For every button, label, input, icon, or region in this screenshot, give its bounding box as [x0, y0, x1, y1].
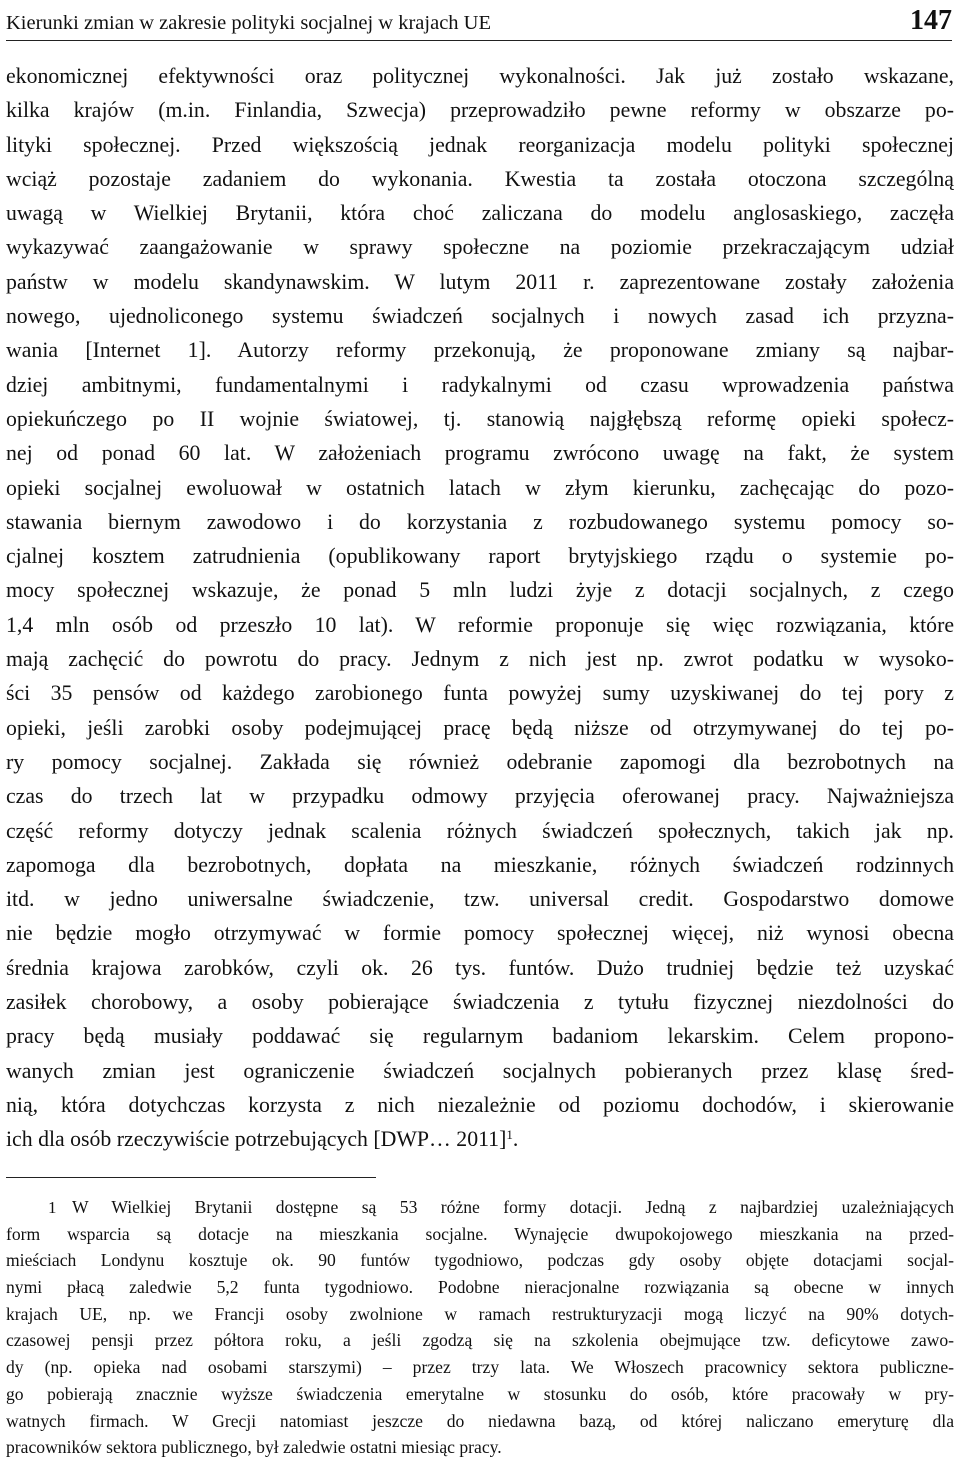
footnote-line: krajach UE, np. we Francji osoby zwolnione w ramach restrukturyzacji mogą liczyć na 90% dotych-	[6, 1303, 954, 1324]
footnote-line: czasowej pensji przez półtora roku, a jeśli zgodzą się na szkolenia obejmujące tzw. deficytowe zawo-	[6, 1330, 954, 1351]
body-line: opieki socjalnej ewoluował w ostatnich latach w złym kierunku, zachęcając do pozo-	[6, 475, 954, 500]
footnote-line: go pobierają znacznie wyższe świadczenia emerytalne w stosunku do osób, które pracowały w pry-	[6, 1383, 954, 1404]
body-line: zasiłek chorobowy, a osoby pobierające świadczenia z tytułu fizycznej niezdolności do	[6, 990, 954, 1015]
body-line: 1,4 mln osób od przeszło 10 lat). W reformie proponuje się więc rozwiązania, które	[6, 612, 954, 637]
body-line: dziej ambitnymi, fundamentalnymi i radykalnymi od czasu wprowadzenia państwa	[6, 372, 954, 397]
body-line: uwagą w Wielkiej Brytanii, która choć zaliczana do modelu anglosaskiego, zaczęła	[6, 201, 954, 226]
body-line: mają zachęcić do powrotu do pracy. Jednym z nich jest np. zwrot podatku w wysoko-	[6, 647, 954, 672]
footnote-line: watnych firmach. W Grecji natomiast jeszcze do niedawna bazą, od której naliczano emeryturę dla	[6, 1410, 954, 1431]
footnote-line: form wsparcia są dotacje na mieszkania socjalne. Wynajęcie dwupokojowego mieszkania na przed-	[6, 1223, 954, 1244]
footnote-line: dy (np. opieka nad osobami starszymi) – przez trzy lata. We Włoszech pracownicy sektora publiczne-	[6, 1357, 954, 1378]
running-header	[6, 2, 952, 41]
body-line: nie będzie mogło otrzymywać w formie pomocy społecznej więcej, niż wynosi obecna	[6, 921, 954, 946]
body-line: wciąż pozostaje zadaniem do wykonania. Kwestia ta została otoczona szczególną	[6, 166, 954, 191]
body-line: nią, która dotychczas korzysta z nich niezależnie od poziomu dochodów, i skierowanie	[6, 1092, 954, 1117]
body-line: średnia krajowa zarobków, czyli ok. 26 tys. funtów. Dużo trudniej będzie też uzyskać	[6, 955, 954, 980]
footnote-mark: 1	[48, 1198, 57, 1217]
body-line: wania [Internet 1]. Autorzy reformy przekonują, że proponowane zmiany są najbar-	[6, 338, 954, 363]
footnote	[6, 1194, 954, 1461]
body-line: czas do trzech lat w przypadku odmowy przyjęcia oferowanej pracy. Najważniejsza	[6, 784, 954, 809]
footnote-line: nymi płacą zaledwie 5,2 funta tygodniowo. Podobne nieracjonalne rozwiązania są obecne w innych	[6, 1277, 954, 1298]
footnote-reference[interactable]: 1	[506, 1127, 513, 1143]
body-line: cjalnej kosztem zatrudnienia (opublikowany raport brytyjskiego rządu o systemie po-	[6, 544, 954, 569]
body-line: wanych zmian jest ograniczenie świadczeń socjalnych pobieranych przez klasę śred-	[6, 1058, 954, 1083]
body-text	[6, 59, 954, 1157]
body-line: państw w modelu skandynawskim. W lutym 2011 r. zaprezentowane zostały założenia	[6, 269, 954, 294]
body-line: ści 35 pensów od każdego zarobionego funta powyżej sumy uzyskiwanej do tej pory z	[6, 681, 954, 706]
footnote-line: mieściach Londynu kosztuje ok. 90 funtów tygodniowo, podczas gdy osoby objęte dotacjami socjal-	[6, 1250, 954, 1271]
footnote-line	[6, 1194, 954, 1221]
footnote-line: pracowników sektora publicznego, był zaledwie ostatni miesiąc pracy.	[6, 1437, 502, 1458]
body-line: itd. w jedno uniwersalne świadczenie, tzw. universal credit. Gospodarstwo domowe	[6, 887, 954, 912]
body-line: stawania biernym zawodowo i do korzystania z rozbudowanego systemu pomocy so-	[6, 509, 954, 534]
final-period: .	[512, 1127, 519, 1152]
body-line: kilka krajów (m.in. Finlandia, Szwecja) przeprowadziło pewne reformy w obszarze po-	[6, 98, 954, 123]
body-line: ry pomocy socjalnej. Zakłada się również odebranie zapomogi dla bezrobotnych na	[6, 749, 954, 774]
body-line: opiekuńczego po II wojnie światowej, tj. stanowią najgłębszą reformę opieki społecz-	[6, 406, 954, 431]
body-line: nowego, ujednoliconego systemu świadczeń socjalnych i nowych zasad ich przyzna-	[6, 304, 954, 329]
body-line: nej od ponad 60 lat. W założeniach programu zwrócono uwagę na fakt, że system	[6, 441, 954, 466]
body-line: wykazywać zaangażowanie w sprawy społeczne na poziomie przekraczającym udział	[6, 235, 954, 260]
page-number: 147	[910, 5, 952, 36]
body-line: część reformy dotyczy jednak scalenia różnych świadczeń społecznych, takich jak np.	[6, 818, 954, 843]
body-last-line	[6, 1122, 954, 1156]
body-line: pracy będą musiały poddawać się regularnym badaniom lekarskim. Celem propono-	[6, 1024, 954, 1049]
footnote-separator	[6, 1177, 376, 1178]
body-line: mocy społecznej wskazuje, że ponad 5 mln ludzi żyje z dotacji socjalnych, z czego	[6, 578, 954, 603]
body-line: zapomoga dla bezrobotnych, dopłata na mieszkanie, różnych świadczeń rodzinnych	[6, 852, 954, 877]
body-line: opieki, jeśli zarobki osoby podejmującej pracę będą niższe od otrzymywanej do tej po-	[6, 715, 954, 740]
body-line: ekonomicznej efektywności oraz politycznej wykonalności. Jak już zostało wskazane,	[6, 64, 954, 88]
footnote-text: W Wielkiej Brytanii dostępne są 53 różne formy dotacji. Jedną z najbardziej uzależniających	[72, 1197, 954, 1217]
body-line-text: ich dla osób rzeczywiście potrzebujących [DWP… 2011]	[6, 1127, 507, 1152]
header-title: Kierunki zmian w zakresie polityki socjalnej w krajach UE	[6, 12, 492, 34]
body-line: lityki społecznej. Przed większością jednak reorganizacja modelu polityki społecznej	[6, 132, 954, 157]
